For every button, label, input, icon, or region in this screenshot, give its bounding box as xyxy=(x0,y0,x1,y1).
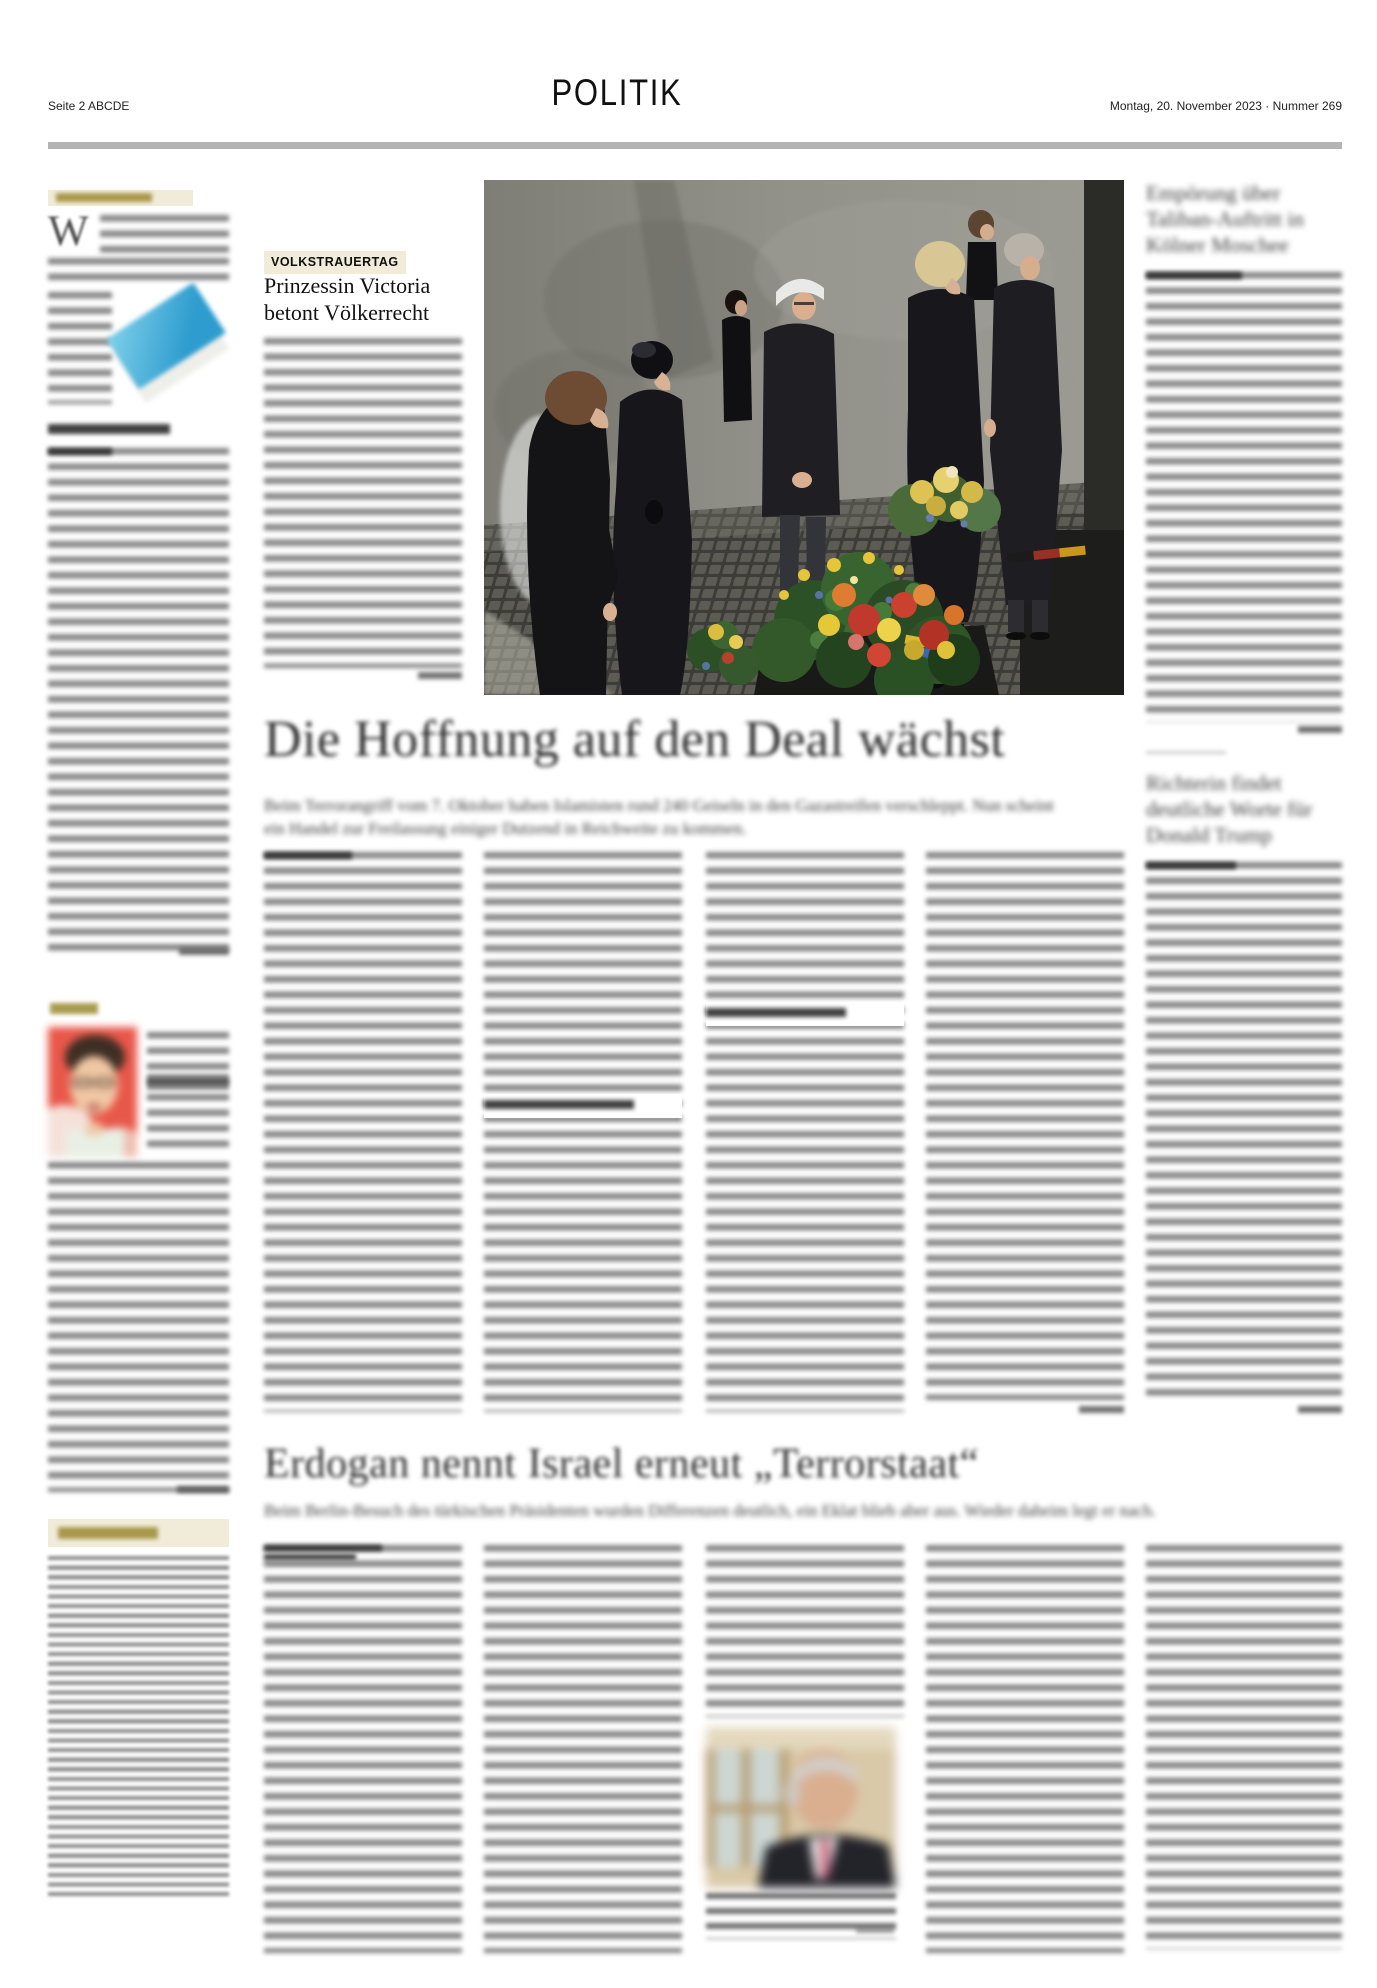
blurred-byline xyxy=(1079,1406,1124,1413)
headline-rail-bottom: Richterin findet deutliche Worte für Donald Trump xyxy=(1146,771,1313,847)
blurred-impressum-text xyxy=(48,1556,229,1900)
section-title: POLITIK xyxy=(551,72,683,113)
blurred-crosshead xyxy=(706,1008,846,1017)
blurred-impressum-title xyxy=(58,1527,158,1539)
blurred-column xyxy=(1146,1545,1342,1949)
blurred-author-line xyxy=(264,1554,356,1560)
blurred-kicker-text xyxy=(56,193,152,202)
blurred-text-block xyxy=(100,215,229,253)
blurred-dateline xyxy=(264,852,352,859)
blurred-text-block xyxy=(264,338,462,668)
blurred-crosshead xyxy=(484,1100,634,1109)
dropcap: W xyxy=(48,208,89,255)
blurred-lead-in xyxy=(1146,862,1236,869)
blurred-column xyxy=(264,1545,462,1953)
article-kicker-text: VOLKSTRAUERTAG xyxy=(271,255,399,269)
blurred-lead-in xyxy=(48,448,112,455)
article-separator xyxy=(1146,751,1226,754)
blurred-text-block xyxy=(48,448,229,954)
blurred-column xyxy=(706,1545,904,1717)
subdeck-hoffnung: Beim Terrorangriff vom 7. Oktober haben Islamisten rund 240 Geiseln in den Gazastreifen verschleppt. Nun scheint ein Handel zur Freilassung einiger Dutzend in Reichweite zu kommen. xyxy=(264,796,1054,838)
headline-rail-top: Empörung über Taliban-Auftritt in Kölner Moschee xyxy=(1146,181,1304,257)
blurred-column xyxy=(926,852,1124,1400)
blurred-text-block xyxy=(48,292,112,404)
blurred-text-block xyxy=(48,1162,229,1492)
blurred-byline xyxy=(177,1486,229,1493)
book-image xyxy=(112,276,234,404)
figure-bg-woman xyxy=(966,210,998,300)
blurred-column xyxy=(706,852,904,1412)
blurred-column xyxy=(1146,272,1342,722)
blurred-byline xyxy=(418,672,462,679)
blurred-kicker-text xyxy=(50,1003,98,1014)
headline-erdogan: Erdogan nennt Israel erneut „Terrorstaat“ xyxy=(264,1441,979,1487)
blurred-text-block xyxy=(147,1032,229,1154)
blurred-column xyxy=(926,1545,1124,1953)
blurred-column xyxy=(484,852,682,1412)
header-rule xyxy=(48,142,1342,149)
blurred-author-line xyxy=(264,1545,382,1551)
blurred-column xyxy=(484,1545,682,1953)
headline-victoria: Prinzessin Victoria betont Völkerrecht xyxy=(264,273,431,325)
blurred-byline xyxy=(179,948,229,955)
subdeck-erdogan: Beim Berlin-Besuch des türkischen Präsidenten wurden Differenzen deutlich, ein Eklat blieb aber aus. Wieder daheim legt er nach. xyxy=(264,1501,1156,1520)
headline-hoffnung: Die Hoffnung auf den Deal wächst xyxy=(264,711,1006,768)
blurred-subhead xyxy=(48,424,170,434)
page-number: Seite 2 ABCDE xyxy=(48,99,130,113)
blurred-column xyxy=(1146,862,1342,1402)
blurred-author-name xyxy=(147,1074,229,1090)
blurred-byline xyxy=(1298,1406,1342,1413)
blurred-column xyxy=(264,852,462,1412)
blurred-lead-in xyxy=(1146,272,1242,279)
memorial-photo xyxy=(484,180,1124,695)
author-portrait xyxy=(48,1027,137,1157)
article-kicker xyxy=(264,251,406,274)
section-title-wrap xyxy=(551,72,773,114)
blurred-photo-credit xyxy=(856,1928,894,1933)
blurred-byline xyxy=(1298,726,1342,733)
erdogan-article-photo xyxy=(706,1727,896,1888)
date-issue: Montag, 20. November 2023 · Nummer 269 xyxy=(1109,99,1342,113)
